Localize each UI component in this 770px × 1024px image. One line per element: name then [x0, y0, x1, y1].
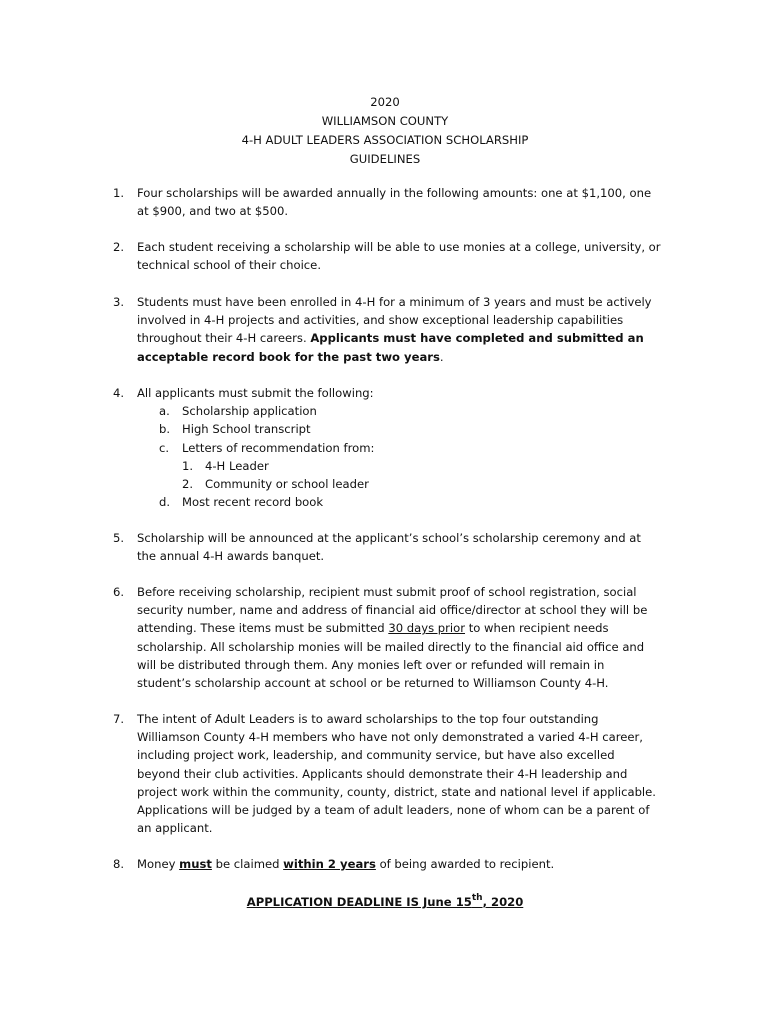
sub-item-label: c. [159, 440, 170, 455]
sub-item-text: Scholarship application [182, 404, 317, 419]
item-number: 3. [113, 295, 125, 309]
item-text-end: . [439, 349, 444, 364]
document-header [0, 93, 770, 169]
sub-item-b [137, 420, 661, 438]
header-county: WILLIAMSON COUNTY [321, 114, 449, 128]
item-text: The intent of Adult Leaders is to award scholarships to the top four outstanding Williamson County 4-H members who have not only demonstrated a varied 4-H career, including project work, leadership, and community service, but have also excelled beyond their club activities. Applicants should demonstrate their 4-H leadership and project work within the community, county, district, state and national level if applicable. Applications will be judged by a team of adult leaders, none of whom can be a parent of an applicant. [137, 712, 656, 836]
item-text: Before receiving scholarship, recipient must submit proof of school registration, social security number, name and address of financial aid office/director at school they will be attending. These items must be submitted [137, 585, 648, 636]
header-subtitle: GUIDELINES [349, 152, 421, 166]
deadline-ordinal: th [471, 893, 483, 904]
sub-item-text: 4-H Leader [205, 458, 269, 473]
guideline-item-1 [113, 184, 661, 220]
sub-item-text: Community or school leader [205, 476, 369, 491]
item-number: 2. [113, 240, 125, 254]
item-text-block [137, 384, 661, 511]
item-bold-text: Applicants must have completed and submitted an acceptable record book for the past two years [137, 331, 644, 364]
deadline-year: , 2020 [482, 895, 524, 909]
item-number: 5. [113, 531, 125, 545]
sub-item-text: Most recent record book [182, 495, 324, 510]
item-underlined-text: 30 days prior [388, 621, 466, 636]
item-emphasis-within: within 2 years [283, 857, 376, 871]
item-text: Students must have been enrolled in 4-H for a minimum of 3 years and must be actively involved in 4-H projects and activities, and show exceptional leadership capabilities throughout their 4-H careers. [137, 295, 652, 346]
item-text: of being awarded to recipient. [375, 857, 555, 871]
sub-item-label: a. [159, 404, 170, 419]
sub-item-label: 1. [182, 458, 194, 473]
item-number: 8. [113, 857, 125, 871]
sub-item-c [137, 439, 661, 457]
item-text-block [137, 583, 661, 692]
item-text: Each student receiving a scholarship will be able to use monies at a college, university, or technical school of their choice. [137, 240, 661, 273]
item-text-block [137, 293, 661, 366]
item-text: Money [137, 857, 180, 871]
header-title: 4-H ADULT LEADERS ASSOCIATION SCHOLARSHIP [241, 133, 529, 147]
header-year: 2020 [370, 95, 400, 109]
item-number: 4. [113, 386, 125, 400]
item-number: 7. [113, 712, 125, 726]
item-number: 1. [113, 186, 125, 200]
deadline-text: APPLICATION DEADLINE IS June 15 [246, 895, 472, 909]
sub-item-text: High School transcript [182, 422, 311, 437]
guideline-item-8 [113, 855, 661, 873]
sub-item-a [137, 402, 661, 420]
sub-item-text: Letters of recommendation from: [182, 440, 375, 455]
sub-item-c-2 [137, 475, 661, 493]
item-text: be claimed [211, 857, 284, 871]
sub-item-label: d. [159, 495, 171, 510]
item-emphasis-must: must [179, 857, 212, 871]
guideline-item-4 [113, 384, 661, 511]
guideline-item-6 [113, 583, 661, 692]
guideline-item-7 [113, 710, 661, 837]
guideline-item-2 [113, 238, 661, 274]
sub-item-label: b. [159, 422, 171, 437]
item-text-block [137, 855, 661, 873]
sub-item-label: 2. [182, 476, 194, 491]
item-text: All applicants must submit the following: [137, 386, 374, 400]
application-deadline [0, 893, 770, 911]
item-text: Four scholarships will be awarded annually in the following amounts: one at $1,100, one at $900, and two at $500. [137, 186, 652, 219]
sub-item-c-1 [137, 457, 661, 475]
guideline-item-5 [113, 529, 661, 565]
sub-item-d [137, 493, 661, 511]
item-text: Scholarship will be announced at the applicant’s school’s scholarship ceremony and at the annual 4-H awards banquet. [137, 531, 641, 564]
item-text-continued: to when recipient needs scholarship. All scholarship monies will be mailed directly to the financial aid office and will be distributed through them. Any monies left over or refunded will remain in student’s scholarship account at school or be returned to Williamson County 4-H. [137, 621, 645, 691]
guideline-item-3 [113, 293, 661, 366]
item-number: 6. [113, 585, 125, 599]
